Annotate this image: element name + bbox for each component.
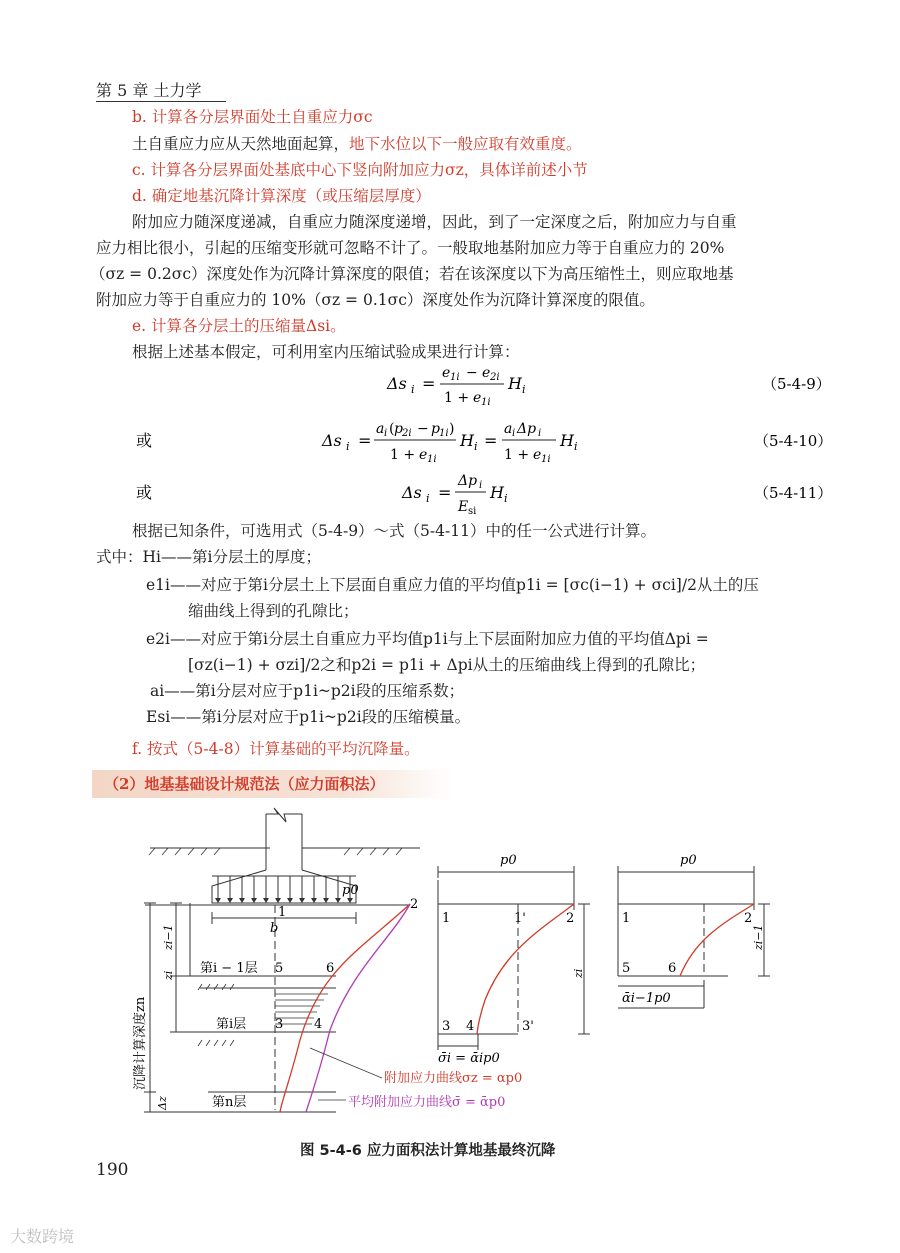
fig-p0-right: p0: [680, 853, 697, 868]
fig-z-axis: 沉降计算深度zn: [133, 996, 148, 1090]
fig-legend-purple: 平均附加应力曲线σ̄ = ᾱp0: [348, 1095, 506, 1110]
svg-text:1i: 1i: [541, 454, 551, 465]
svg-text:(: (: [389, 421, 395, 437]
header-rule: [96, 101, 226, 102]
fig-right-6: 6: [668, 961, 677, 976]
fig-mid-3: 3: [442, 1019, 451, 1034]
eq-num-3: （5-4-11）: [754, 484, 833, 502]
eq-num-2: （5-4-10）: [754, 432, 833, 450]
fig-right-1: 1: [622, 911, 631, 926]
fig-layer-prev: 第i − 1层: [200, 961, 258, 976]
where-label: 式中：: [96, 548, 143, 566]
where-label-row: [96, 544, 321, 570]
figure-caption: 图 5-4-6 应力面积法计算地基最终沉降: [300, 1143, 556, 1159]
fig-right-5: 5: [622, 961, 631, 976]
svg-text:E: E: [458, 499, 469, 515]
svg-text:1i: 1i: [450, 372, 460, 383]
svg-text:p: p: [431, 421, 440, 437]
svg-text:i: i: [411, 383, 415, 396]
right-diagram: [618, 866, 770, 1008]
d-para-3: （σz = 0.2σc）深度处作为沉降计算深度的限值；若在该深度以下为高压缩性土，则应取地基: [90, 265, 734, 283]
svg-text:Δs: Δs: [322, 431, 342, 450]
svg-text:e: e: [419, 447, 428, 463]
fig-pt-1: 1: [278, 905, 287, 920]
step-b: b. 计算各分层界面处土自重应力σc: [132, 108, 373, 126]
step-c: c. 计算各分层界面处基底中心下竖向附加应力σz，具体详前述小节: [132, 161, 588, 179]
svg-text:i: i: [522, 383, 526, 396]
svg-text:e: e: [482, 365, 491, 381]
fig-dz: Δz: [156, 1096, 169, 1110]
step-b-note-red: 地下水位以下一般应取有效重度。: [349, 135, 582, 153]
where-Esi: Esi——第i分层对应于p1i~p2i段的压缩模量。: [146, 708, 471, 726]
svg-text:): ): [449, 421, 455, 437]
fig-layer-i: 第i层: [216, 1017, 247, 1032]
equation-5-4-10: [321, 421, 578, 465]
svg-text:i: i: [346, 440, 350, 453]
svg-text:i: i: [384, 428, 388, 439]
fig-pt-6: 6: [326, 961, 335, 976]
fig-mid-1p: 1': [514, 911, 526, 926]
where-Hi: Hi——第i分层土的厚度；: [142, 548, 321, 566]
fig-zi-minus: zi−1: [162, 924, 175, 950]
d-para-2: 应力相比很小，引起的压缩变形就可忽略不计了。一般取地基附加应力等于自重应力的 20%: [96, 239, 725, 257]
fig-mid-3p: 3': [522, 1019, 534, 1034]
svg-text:e: e: [442, 365, 451, 381]
svg-text:H: H: [560, 431, 574, 450]
svg-text:i: i: [538, 428, 542, 439]
fig-right-zi-minus: zi−1: [752, 924, 765, 950]
eq-num-1: （5-4-9）: [762, 375, 831, 393]
svg-text:H: H: [460, 431, 474, 450]
step-b-note: [132, 131, 582, 157]
svg-text:2i: 2i: [490, 372, 500, 383]
fig-right-bottom: ᾱi−1p0: [622, 991, 671, 1006]
step-f: f. 按式（5-4-8）计算基础的平均沉降量。: [132, 740, 420, 758]
fig-mid-1: 1: [442, 911, 451, 926]
svg-text:H: H: [508, 374, 522, 393]
svg-text:1 +: 1 +: [504, 447, 530, 463]
eq-prefix-3: 或: [136, 483, 153, 502]
svg-text:Δs: Δs: [402, 483, 422, 502]
fig-b: b: [270, 921, 279, 936]
svg-text:i: i: [504, 492, 508, 505]
fig-layer-n: 第n层: [212, 1095, 247, 1110]
fig-mid-4: 4: [466, 1019, 475, 1034]
where-e1i-a: e1i——对应于第i分层土上下层面自重应力值的平均值p1i = [σc(i−1) + σci]/2从土的压: [146, 576, 759, 594]
svg-text:−: −: [417, 421, 429, 437]
where-e1i-b: 缩曲线上得到的孔隙比；: [188, 602, 359, 620]
svg-text:i: i: [474, 440, 478, 453]
fig-pt-4: 4: [314, 1017, 323, 1032]
svg-text:i: i: [426, 492, 430, 505]
fig-zi: zi: [162, 970, 175, 980]
svg-text:H: H: [490, 483, 504, 502]
fig-legend-red: 附加应力曲线σz = αp0: [384, 1071, 523, 1086]
svg-text:a: a: [376, 421, 385, 437]
chapter-header: 第 5 章 土力学: [96, 81, 202, 100]
fig-pt-5: 5: [275, 961, 284, 976]
svg-text:1i: 1i: [427, 454, 437, 465]
svg-text:1i: 1i: [439, 428, 449, 439]
svg-text:−: −: [466, 365, 478, 381]
equation-5-4-11: [401, 473, 508, 517]
equations-block: [90, 362, 833, 522]
svg-text:i: i: [512, 428, 516, 439]
step-e-intro: 根据上述基本假定，可利用室内压缩试验成果进行计算：: [132, 343, 520, 361]
fig-p0-mid: p0: [500, 853, 517, 868]
svg-text:i: i: [479, 480, 483, 491]
section-title: （2）地基基础设计规范法（应力面积法）: [104, 775, 385, 793]
svg-text:=: =: [484, 431, 498, 450]
svg-text:Δs: Δs: [387, 374, 407, 393]
load-arrows: [218, 876, 350, 900]
figure-5-4-6: [120, 800, 800, 1130]
fig-right-2: 2: [744, 911, 753, 926]
svg-text:i: i: [574, 440, 578, 453]
where-e2i-a: e2i——对应于第i分层土自重应力平均值p1i与上下层面附加应力值的平均值Δpi =: [146, 630, 709, 648]
d-para-1: 附加应力随深度递减，自重应力随深度递增，因此，到了一定深度之后，附加应力与自重: [132, 213, 737, 231]
after-eq: 根据已知条件，可选用式（5-4-9）～式（5-4-11）中的任一公式进行计算。: [132, 522, 656, 540]
svg-text:a: a: [504, 421, 513, 437]
fig-p0-left: p0: [342, 883, 359, 898]
svg-text:e: e: [473, 390, 482, 406]
svg-text:=: =: [358, 431, 372, 450]
svg-text:1 +: 1 +: [390, 447, 416, 463]
eq-prefix-2: 或: [136, 431, 153, 450]
svg-text:e: e: [533, 447, 542, 463]
svg-text:Δp: Δp: [458, 473, 478, 489]
mid-diagram: [438, 866, 590, 1050]
fig-mid-bottom: σ̄i = ᾱip0: [438, 1051, 500, 1066]
step-d: d. 确定地基沉降计算深度（或压缩层厚度）: [132, 187, 431, 205]
fig-pt-3: 3: [275, 1017, 284, 1032]
where-e2i-b: [σz(i−1) + σzi]/2之和p2i = p1i + Δpi从土的压缩曲线上得到的孔隙比；: [188, 656, 706, 674]
watermark-text: 大数跨境: [10, 1227, 75, 1246]
svg-text:=: =: [422, 374, 436, 393]
fig-pt-2: 2: [410, 897, 419, 912]
step-e: e. 计算各分层土的压缩量Δsi。: [132, 317, 346, 335]
equation-5-4-9: [386, 365, 526, 408]
svg-text:1i: 1i: [481, 397, 491, 408]
fig-mid-zi: zi: [572, 968, 585, 978]
d-para-4: 附加应力等于自重应力的 10%（σz = 0.1σc）深度处作为沉降计算深度的限值。: [96, 291, 655, 309]
svg-text:1 +: 1 +: [444, 390, 470, 406]
fig-mid-2: 2: [566, 911, 575, 926]
svg-text:2i: 2i: [402, 428, 412, 439]
svg-text:si: si: [468, 506, 477, 517]
page-number: 190: [96, 1160, 129, 1180]
svg-text:p: p: [394, 421, 403, 437]
svg-text:=: =: [438, 483, 452, 502]
svg-text:Δp: Δp: [517, 421, 537, 437]
step-b-note-black: 土自重应力应从天然地面起算，: [132, 135, 350, 153]
where-ai: ai——第i分层对应于p1i~p2i段的压缩系数；: [150, 682, 465, 700]
